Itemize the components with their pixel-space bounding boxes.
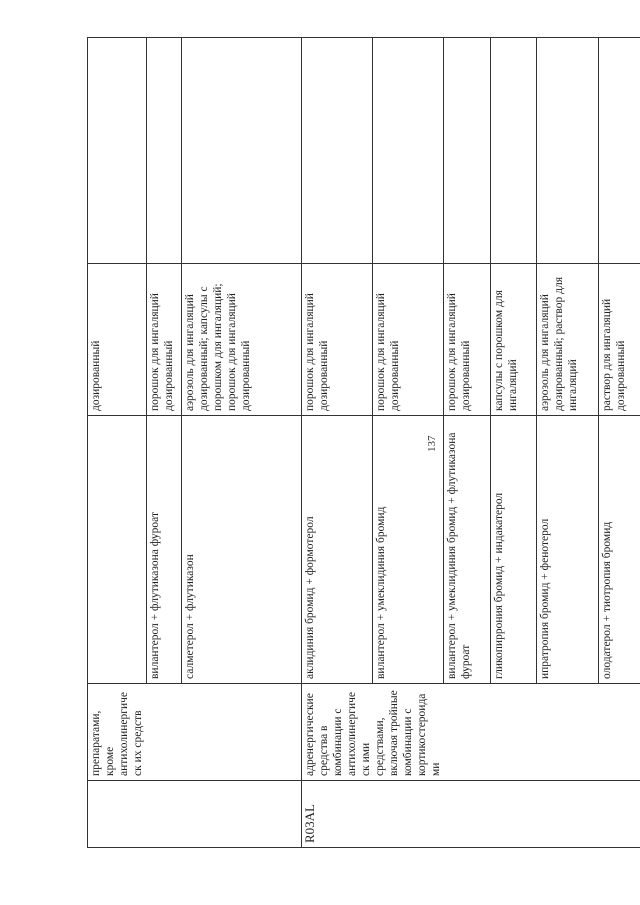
substance-cell: вилантерол + флутиказона фуроат [146,416,181,684]
table-row [537,38,599,848]
form-cell: аэрозоль для ингаляций дозированный; раствор для ингаляций [537,264,599,416]
group-cell [599,684,640,781]
extra-cell [372,38,443,264]
table-row [599,38,640,848]
atc-code-cell: R03AL [301,781,372,848]
extra-cell [181,38,301,264]
group-cell: препаратами, кроме антихолинергическ их средств [88,684,147,781]
group-cell [537,684,599,781]
form-cell: порошок для ингаляций дозированный [444,264,491,416]
table-row [491,38,537,848]
group-cell: адренергические средства в комбинации с антихолинергическ ими средствами, включая тройные комбинации с кортикостероидами [301,684,444,781]
substance-cell: олодатерол + тиотропия бромид [599,416,640,684]
extra-cell [491,38,537,264]
table-row [181,38,301,848]
substance-cell: салметерол + флутиказон [181,416,301,684]
substance-cell: гликопиррония бромид + индакатерол [491,416,537,684]
form-cell: капсулы с порошком для ингаляций [491,264,537,416]
substance-cell: ипратропия бромид + фенотерол [537,416,599,684]
form-cell: порошок для ингаляций дозированный [372,264,443,416]
atc-code-cell [599,781,640,848]
atc-code-cell [444,781,491,848]
group-cell [444,684,491,781]
atc-code-cell [146,781,181,848]
substance-cell [88,416,147,684]
extra-cell [88,38,147,264]
page-number-text: 137 [426,435,438,452]
group-cell [146,684,181,781]
substance-cell: вилантерол + умеклидиния бромид + флутиказона фуроат [444,416,491,684]
extra-cell [537,38,599,264]
atc-code-cell [372,781,443,848]
group-cell [181,684,301,781]
form-cell: порошок для ингаляций дозированный [301,264,372,416]
form-cell: аэрозоль для ингаляций дозированный; капсулы с порошком для ингаляций; порошок для ингаляций дозированный [181,264,301,416]
atc-code-cell [537,781,599,848]
table-row [88,38,147,848]
atc-code-cell [88,781,147,848]
atc-code-cell [491,781,537,848]
form-cell: порошок для ингаляций дозированный [146,264,181,416]
extra-cell [444,38,491,264]
table-row [301,38,372,848]
extra-cell [146,38,181,264]
form-cell: дозированный [88,264,147,416]
rotated-table-container [87,38,627,848]
substance-cell: вилантерол + умеклидиния бромид [372,416,443,684]
table-row [146,38,181,848]
extra-cell [599,38,640,264]
substance-cell: аклидиния бромид + формотерол [301,416,372,684]
form-cell: раствор для ингаляций дозированный [599,264,640,416]
group-cell [491,684,537,781]
extra-cell [301,38,372,264]
table-row [444,38,491,848]
atc-code-cell [181,781,301,848]
drug-table [87,37,640,848]
